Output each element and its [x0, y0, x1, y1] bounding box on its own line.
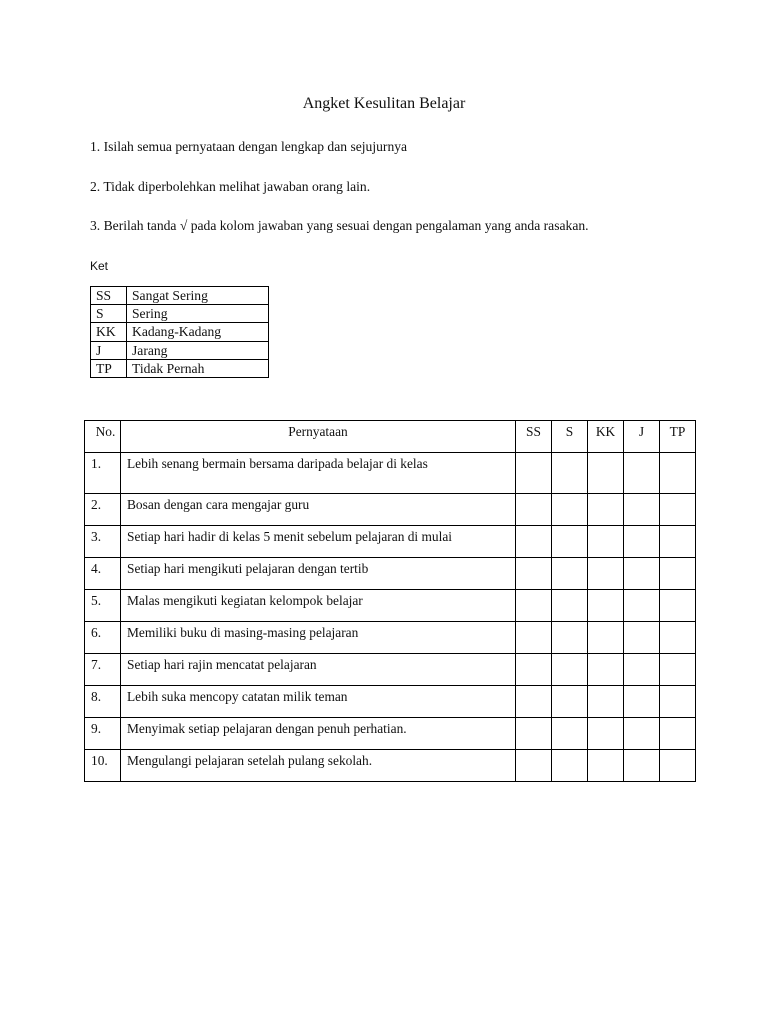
answer-cell-ss[interactable]	[516, 622, 552, 654]
header-option-ss: SS	[516, 421, 552, 453]
legend-table	[90, 286, 269, 378]
legend-meaning: Kadang-Kadang	[127, 323, 269, 341]
answer-cell-j[interactable]	[624, 686, 660, 718]
instruction-3: 3. Berilah tanda √ pada kolom jawaban yang sesuai dengan pengalaman yang anda rasakan.	[90, 218, 589, 233]
legend-code: KK	[91, 323, 127, 341]
answer-cell-tp[interactable]	[660, 526, 696, 558]
row-number: 7.	[85, 654, 121, 686]
answer-cell-j[interactable]	[624, 590, 660, 622]
legend-code: J	[91, 341, 127, 359]
legend-meaning: Sering	[127, 305, 269, 323]
answer-cell-kk[interactable]	[588, 453, 624, 494]
row-number: 3.	[85, 526, 121, 558]
legend-row	[91, 341, 269, 359]
answer-cell-s[interactable]	[552, 453, 588, 494]
answer-cell-kk[interactable]	[588, 622, 624, 654]
answer-cell-j[interactable]	[624, 654, 660, 686]
answer-cell-kk[interactable]	[588, 654, 624, 686]
legend-code: TP	[91, 359, 127, 377]
legend-meaning: Sangat Sering	[127, 287, 269, 305]
row-statement: Menyimak setiap pelajaran dengan penuh perhatian.	[121, 718, 516, 750]
answer-cell-j[interactable]	[624, 718, 660, 750]
answer-cell-ss[interactable]	[516, 718, 552, 750]
answer-cell-ss[interactable]	[516, 453, 552, 494]
legend-row	[91, 287, 269, 305]
questionnaire-row	[85, 558, 696, 590]
answer-cell-kk[interactable]	[588, 558, 624, 590]
answer-cell-kk[interactable]	[588, 526, 624, 558]
answer-cell-s[interactable]	[552, 494, 588, 526]
questionnaire-row	[85, 526, 696, 558]
legend-meaning: Jarang	[127, 341, 269, 359]
legend-row	[91, 305, 269, 323]
legend-code: S	[91, 305, 127, 323]
row-number: 5.	[85, 590, 121, 622]
row-number: 9.	[85, 718, 121, 750]
row-number: 4.	[85, 558, 121, 590]
header-option-tp: TP	[660, 421, 696, 453]
row-statement: Lebih senang bermain bersama daripada belajar di kelas	[121, 453, 516, 494]
questionnaire-table	[84, 420, 696, 782]
answer-cell-ss[interactable]	[516, 750, 552, 782]
row-number: 8.	[85, 686, 121, 718]
answer-cell-s[interactable]	[552, 526, 588, 558]
answer-cell-ss[interactable]	[516, 526, 552, 558]
legend-label: Ket	[90, 259, 109, 273]
header-option-kk: KK	[588, 421, 624, 453]
legend-row	[91, 323, 269, 341]
answer-cell-j[interactable]	[624, 558, 660, 590]
row-statement: Setiap hari rajin mencatat pelajaran	[121, 654, 516, 686]
answer-cell-tp[interactable]	[660, 590, 696, 622]
answer-cell-ss[interactable]	[516, 654, 552, 686]
questionnaire-row	[85, 622, 696, 654]
answer-cell-s[interactable]	[552, 686, 588, 718]
header-statement: Pernyataan	[121, 421, 516, 453]
header-option-s: S	[552, 421, 588, 453]
answer-cell-tp[interactable]	[660, 654, 696, 686]
instruction-2: 2. Tidak diperbolehkan melihat jawaban orang lain.	[90, 179, 371, 194]
answer-cell-s[interactable]	[552, 622, 588, 654]
row-statement: Malas mengikuti kegiatan kelompok belajar	[121, 590, 516, 622]
legend-meaning: Tidak Pernah	[127, 359, 269, 377]
answer-cell-j[interactable]	[624, 494, 660, 526]
row-number: 6.	[85, 622, 121, 654]
answer-cell-tp[interactable]	[660, 718, 696, 750]
answer-cell-s[interactable]	[552, 750, 588, 782]
answer-cell-ss[interactable]	[516, 686, 552, 718]
answer-cell-ss[interactable]	[516, 558, 552, 590]
answer-cell-tp[interactable]	[660, 558, 696, 590]
answer-cell-tp[interactable]	[660, 750, 696, 782]
questionnaire-row	[85, 494, 696, 526]
answer-cell-s[interactable]	[552, 654, 588, 686]
answer-cell-s[interactable]	[552, 558, 588, 590]
document-title: Angket Kesulitan Belajar	[302, 95, 466, 112]
row-statement: Bosan dengan cara mengajar guru	[121, 494, 516, 526]
answer-cell-kk[interactable]	[588, 750, 624, 782]
answer-cell-kk[interactable]	[588, 686, 624, 718]
row-number: 1.	[85, 453, 121, 494]
answer-cell-j[interactable]	[624, 526, 660, 558]
questionnaire-header-row	[85, 421, 696, 453]
answer-cell-tp[interactable]	[660, 622, 696, 654]
questionnaire-row	[85, 453, 696, 494]
answer-cell-kk[interactable]	[588, 494, 624, 526]
row-statement: Setiap hari hadir di kelas 5 menit sebelum pelajaran di mulai	[121, 526, 516, 558]
answer-cell-s[interactable]	[552, 590, 588, 622]
answer-cell-kk[interactable]	[588, 718, 624, 750]
questionnaire-row	[85, 750, 696, 782]
row-statement: Mengulangi pelajaran setelah pulang sekolah.	[121, 750, 516, 782]
answer-cell-j[interactable]	[624, 750, 660, 782]
questionnaire-row	[85, 686, 696, 718]
answer-cell-ss[interactable]	[516, 494, 552, 526]
legend-code: SS	[91, 287, 127, 305]
legend-row	[91, 359, 269, 377]
answer-cell-j[interactable]	[624, 622, 660, 654]
questionnaire-row	[85, 718, 696, 750]
questionnaire-row	[85, 590, 696, 622]
answer-cell-s[interactable]	[552, 718, 588, 750]
instruction-1: 1. Isilah semua pernyataan dengan lengkap dan sejujurnya	[90, 139, 408, 154]
row-number: 10.	[85, 750, 121, 782]
row-number: 2.	[85, 494, 121, 526]
row-statement: Setiap hari mengikuti pelajaran dengan tertib	[121, 558, 516, 590]
questionnaire-row	[85, 654, 696, 686]
header-no: No.	[85, 421, 121, 453]
answer-cell-tp[interactable]	[660, 453, 696, 494]
answer-cell-ss[interactable]	[516, 590, 552, 622]
row-statement: Lebih suka mencopy catatan milik teman	[121, 686, 516, 718]
answer-cell-tp[interactable]	[660, 686, 696, 718]
answer-cell-j[interactable]	[624, 453, 660, 494]
answer-cell-kk[interactable]	[588, 590, 624, 622]
answer-cell-tp[interactable]	[660, 494, 696, 526]
header-option-j: J	[624, 421, 660, 453]
row-statement: Memiliki buku di masing-masing pelajaran	[121, 622, 516, 654]
